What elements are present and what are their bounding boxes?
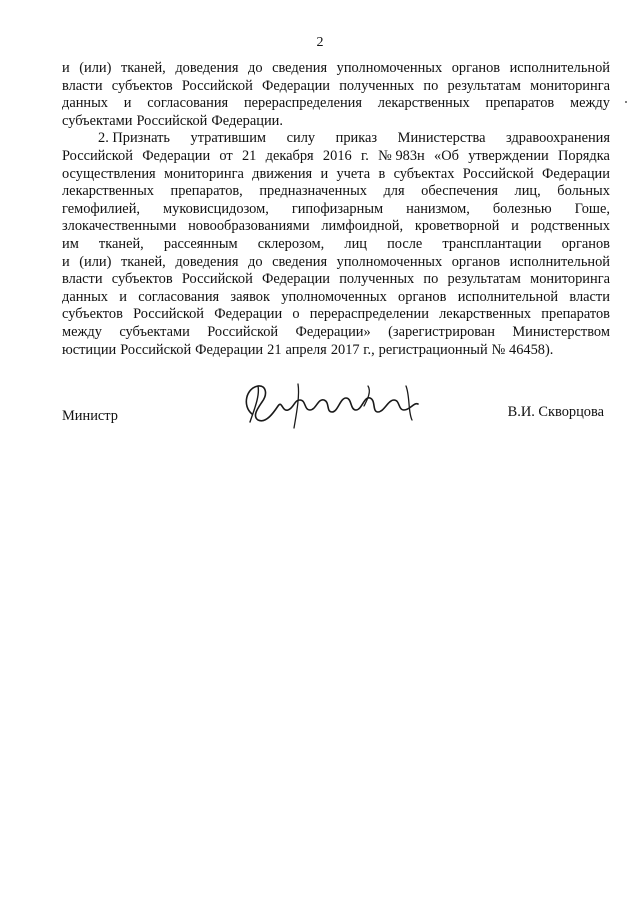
word: Федерации. [211,112,283,129]
word: юстиции [62,341,117,358]
word: сведения [272,60,328,76]
text-line [62,236,610,254]
word: «Об [434,147,459,164]
word: тканей, [120,253,166,270]
word: согласования [147,95,229,112]
word: лекарственных [439,306,532,323]
word: Российской [62,147,133,164]
word: новообразованиями [188,218,310,235]
word: гипофизарным [291,200,384,217]
word: и [119,288,127,305]
word: злокачественными [62,218,177,235]
paragraph-2 [62,130,610,359]
word: гемофилией, [62,200,140,217]
word: мониторинга [163,165,244,182]
word: Российской [181,271,253,288]
word: препаратов [485,95,555,112]
word: Российской [462,165,534,182]
word: полученных [339,271,415,288]
word: данных [62,288,108,305]
word: и [320,165,329,182]
word: мониторинга [530,77,610,94]
word: тканей, [98,235,144,252]
word: Федерации [262,77,330,94]
word: 2. Признать [98,130,170,147]
word: лекарственных [377,95,470,112]
word: препаратов [541,306,610,323]
word: утратившим [190,130,267,147]
word: субъектами [62,112,133,129]
word: исполнительной [509,60,610,76]
word: органов [451,60,501,76]
word: регистрационный [378,341,488,358]
word: им [62,235,79,252]
word: Гоше, [574,200,610,217]
word: Российской [120,341,192,358]
word: трансплантации [442,235,542,252]
signer-name: В.И. Скворцова [507,404,604,420]
word: между [62,323,102,340]
word: Порядка [558,147,610,164]
word: мониторинга [530,271,610,288]
scan-speck [625,101,627,103]
word: и [123,95,132,112]
word: родственных [530,218,610,235]
word: кроветворной [414,218,500,235]
word: субъектов [62,306,123,323]
word: результатам [447,271,521,288]
word: данных [62,95,108,112]
word: силу [286,130,316,147]
word: 21 [241,147,257,164]
word: предназначенных [259,183,367,200]
word: результатам [447,77,521,94]
word: (или) [79,60,112,76]
word: апреля [285,341,327,358]
word: по [423,271,439,288]
text-line [62,218,610,236]
word: после [387,235,423,252]
word: до [248,60,263,76]
word: осуществления [62,165,156,182]
word: в [378,165,386,182]
word: учета [336,165,371,182]
word: приказ [335,130,378,147]
word: больных [557,183,610,200]
word: Федерации [214,306,283,323]
word: 2016 [322,147,352,164]
word: исполнительной [457,288,559,305]
word: между [569,95,610,112]
word: Федерации [541,165,610,182]
word: власти [62,271,103,288]
word: декабря [265,147,314,164]
word: здравоохранения [506,130,610,147]
word: перераспределения [243,95,362,112]
word: (или) [79,253,112,270]
word: № 46458). [491,341,554,358]
handwritten-signature [238,376,428,436]
word: № 983н [378,147,425,164]
text-line [62,113,610,131]
word: лекарственных [62,183,154,200]
word: обеспечения [421,183,498,200]
word: лимфоидной, [321,218,404,235]
text-line [62,95,610,113]
word: и [62,60,70,76]
text-line [62,254,610,272]
word: лиц, [514,183,541,200]
word: (зарегистрирован [388,323,495,340]
word: органов [561,235,610,252]
word: Российской [181,77,253,94]
word: лиц [344,235,367,252]
word: муковисцидозом, [163,200,269,217]
word: субъектами [119,323,190,340]
text-line [62,183,610,201]
page-number: 2 [316,35,324,50]
word: 2017 г., [330,341,375,358]
word: г. [360,147,369,164]
word: тканей, [120,60,166,76]
word: власти [569,288,610,305]
word: доведения [175,60,239,76]
word: препаратов, [170,183,243,200]
word: власти [62,77,103,94]
text-line [62,166,610,184]
word: Федерации» [295,323,371,340]
text-line [62,130,610,148]
word: Российской [207,323,279,340]
word: болезнью [492,200,552,217]
word: и [62,253,70,270]
word: уполномоченных [281,288,387,305]
word: рассеянным [163,235,238,252]
word: Федерации [262,271,330,288]
word: уполномоченных [336,60,443,76]
text-line [62,78,610,96]
word: утверждении [468,147,549,164]
text-line [62,306,610,324]
word: субъектов [111,77,173,94]
word: органов [398,288,447,305]
word: движения [252,165,313,182]
word: субъектах [393,165,455,182]
paragraph-1 [62,60,610,130]
word: органов [451,253,501,270]
word: уполномоченных [336,253,443,270]
word: Министерством [512,323,610,340]
word: Российской [136,112,208,129]
text-line [62,271,610,289]
word: Федерации [142,147,211,164]
word: Российской [133,306,205,323]
word: для [383,183,405,200]
word: о [292,306,300,323]
signature-block [62,376,610,436]
word: нанизмом, [406,200,470,217]
text-line [62,289,610,307]
document-body [62,60,610,359]
text-line [62,342,610,360]
word: перераспределении [309,306,429,323]
signer-title: Министр [62,408,118,424]
word: и [511,218,519,235]
word: склерозом, [257,235,325,252]
text-line [62,324,610,342]
word: до [248,253,263,270]
text-line [62,201,610,219]
word: от [219,147,233,164]
word: сведения [272,253,328,270]
word: субъектов [111,271,173,288]
word: доведения [175,253,239,270]
word: заявок [230,288,270,305]
text-line [62,148,610,166]
word: 21 [267,341,282,358]
word: полученных [339,77,415,94]
text-line [62,60,610,78]
word: Министерства [397,130,486,147]
word: Федерации [195,341,264,358]
word: по [423,77,439,94]
word: согласования [138,288,220,305]
word: исполнительной [509,253,610,270]
